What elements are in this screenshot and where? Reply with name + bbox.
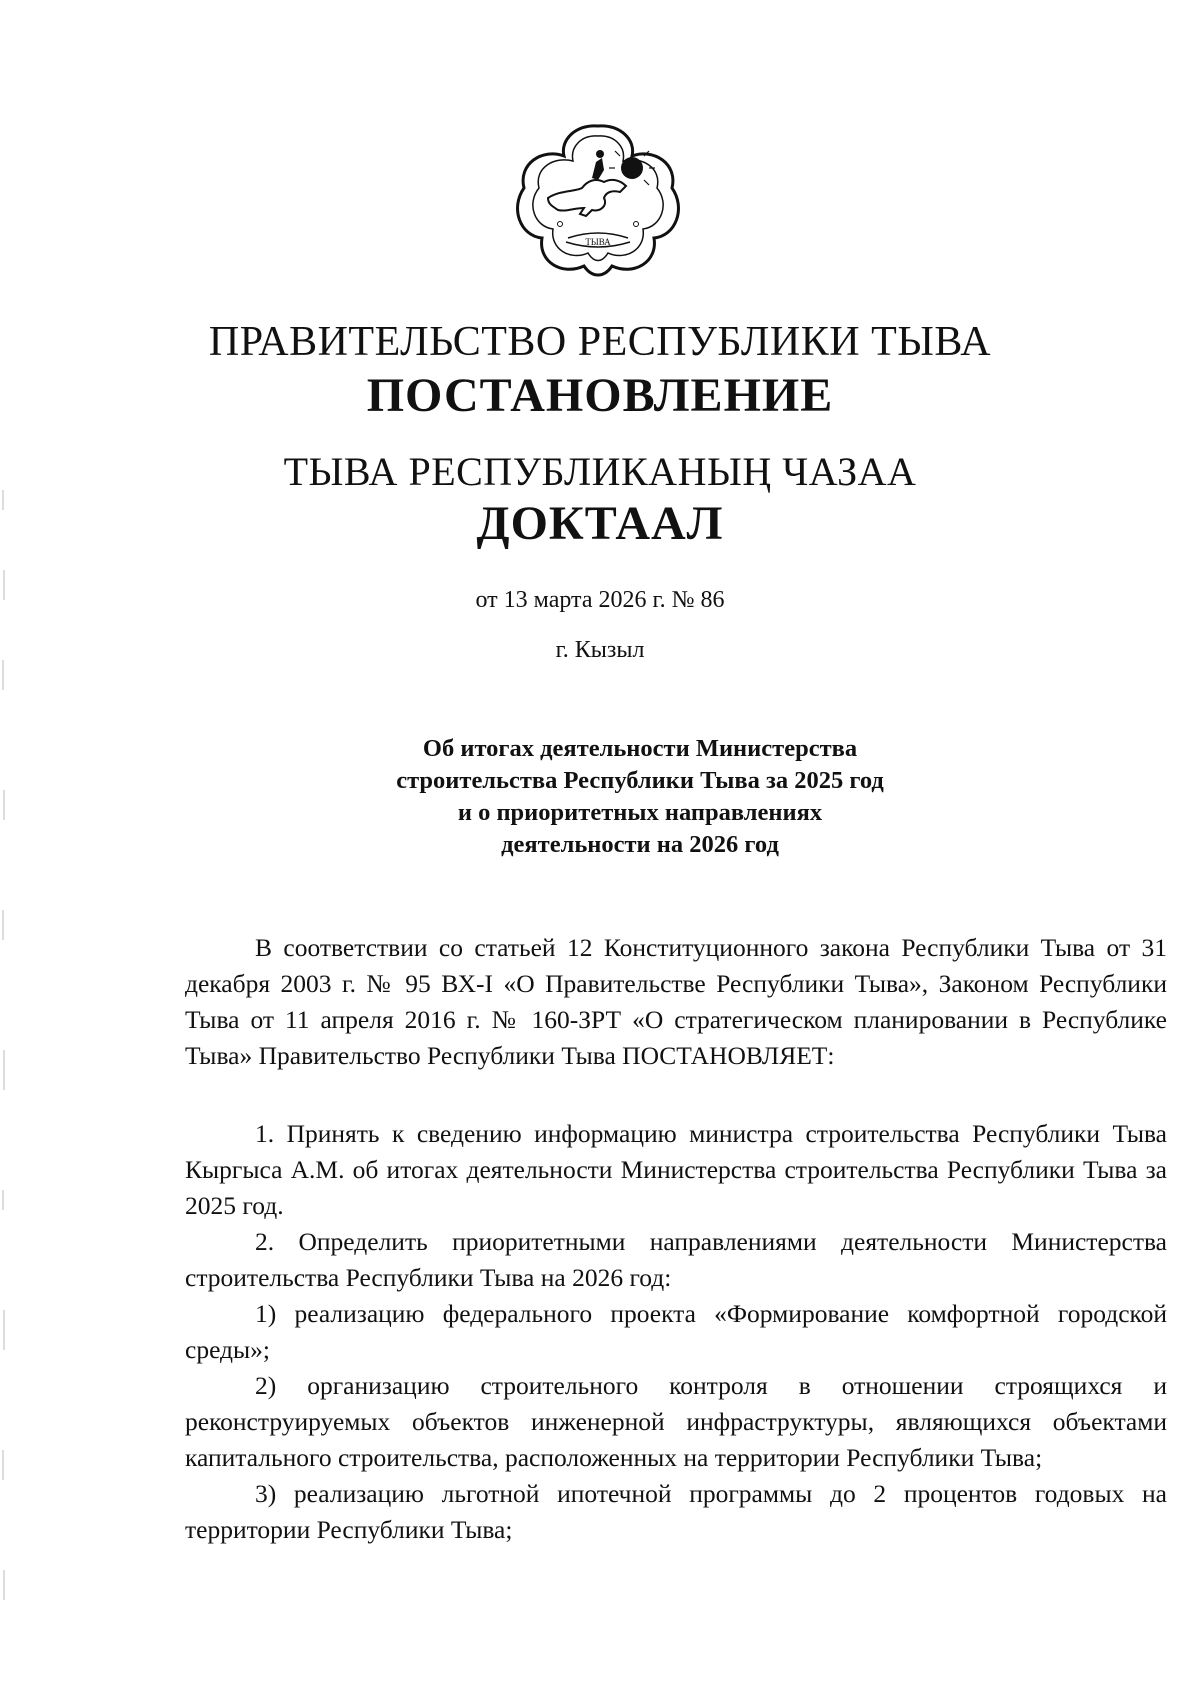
preamble [185, 930, 1167, 1074]
government-name-ru: ПРАВИТЕЛЬСТВО РЕСПУБЛИКИ ТЫВА [208, 319, 992, 365]
document-date-number: от 13 марта 2026 г. № 86 [475, 587, 725, 613]
government-name-tyv: ТЫВА РЕСПУБЛИКАНЫҢ ЧАЗАА [283, 449, 917, 494]
item-1: 1. Принять к сведению информацию министра строительства Республики Тыва Кыргыса А.М. об итогах деятельности Министерства строительства Республики Тыва за 2025 год. [185, 1119, 1167, 1220]
scan-edge-marks [2, 490, 6, 1690]
subitem-1: 1) реализацию федерального проекта «Формирование комфортной городской среды»; [185, 1299, 1167, 1364]
document-city: г. Кызыл [555, 637, 645, 663]
item-2: 2. Определить приоритетными направлениями деятельности Министерства строительства Республики Тыва на 2026 год: [185, 1227, 1167, 1292]
document-type-tyv: ДОКТААЛ [476, 497, 724, 550]
subitem-3: 3) реализацию льготной ипотечной программы до 2 процентов годовых на территории Республики Тыва; [185, 1479, 1167, 1544]
preamble-paragraph: В соответствии со статьей 12 Конституционного закона Республики Тыва от 31 декабря 2003 г. № 95 ВХ-I «О Правительстве Республики Тыва», Законом Республики Тыва от 11 апреля 2016 г. № 160-ЗРТ «О стратегическом планировании в Республике Тыва» Правительство Республики Тыва ПОСТАНОВЛЯЕТ: [185, 933, 1167, 1070]
subject-line: и о приоритетных направлениях [457, 799, 823, 826]
subject-line: деятельности на 2026 год [501, 831, 779, 858]
subitem-2: 2) организацию строительного контроля в отношении строящихся и реконструируемых объектов инженерной инфраструктуры, являющихся объектами капитального строительства, расположенных на территории Республики Тыва; [185, 1371, 1167, 1472]
svg-text:ТЫВА: ТЫВА [585, 237, 611, 247]
subject-line: строительства Республики Тыва за 2025 год [396, 767, 884, 794]
document-type-ru: ПОСТАНОВЛЕНИЕ [366, 369, 834, 422]
republic-emblem-icon [508, 120, 688, 278]
document-subject [330, 733, 950, 861]
resolution-items [185, 1116, 1167, 1548]
subject-line: Об итогах деятельности Министерства [422, 735, 858, 762]
